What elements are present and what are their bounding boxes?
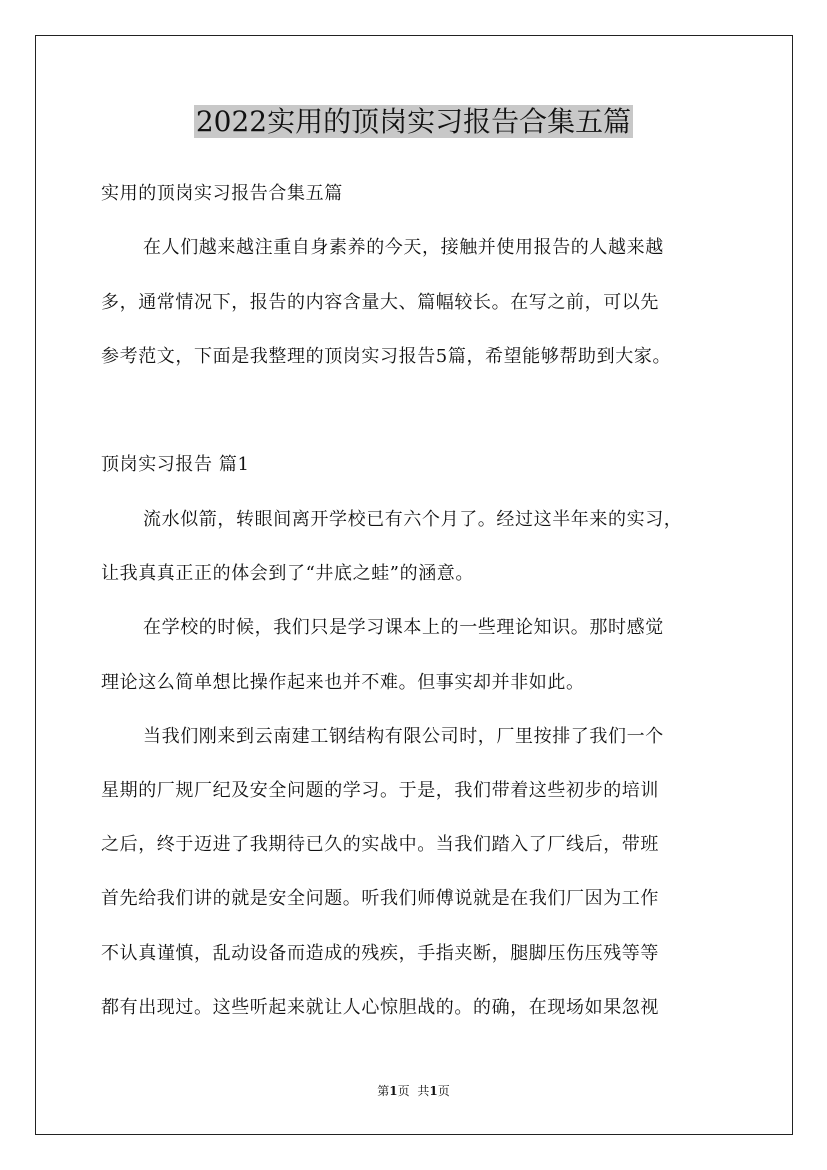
page-footer xyxy=(0,1083,827,1099)
total-pages: 1 xyxy=(429,1084,438,1098)
body-line-9: 不认真谨慎，乱动设备而造成的残疾，手指夹断，腿脚压伤压残等等 xyxy=(101,943,659,964)
body-line-2: 让我真真正正的体会到了“井底之蛙”的涵意。 xyxy=(101,563,475,584)
total-label-suffix: 页 xyxy=(437,1084,450,1098)
document-subtitle: 实用的顶岗实习报告合集五篇 xyxy=(101,183,343,204)
intro-line-3: 参考范文，下面是我整理的顶岗实习报告5篇，希望能够帮助到大家。 xyxy=(101,346,672,367)
body-line-6: 星期的厂规厂纪及安全问题的学习。于是，我们带着这些初步的培训 xyxy=(101,780,659,801)
total-label-prefix: 共 xyxy=(417,1084,430,1098)
document-title-text: 2022实用的顶岗实习报告合集五篇 xyxy=(195,105,632,138)
page-number: 1 xyxy=(389,1084,398,1098)
body-line-5: 当我们刚来到云南建工钢结构有限公司时，厂里按排了我们一个 xyxy=(143,726,664,747)
page-label-suffix: 页 xyxy=(397,1084,410,1098)
section-heading: 顶岗实习报告 篇1 xyxy=(101,454,250,475)
body-line-8: 首先给我们讲的就是安全问题。听我们师傅说就是在我们厂因为工作 xyxy=(101,888,659,909)
intro-line-1: 在人们越来越注重自身素养的今天，接触并使用报告的人越来越 xyxy=(143,237,664,258)
document-title xyxy=(0,102,827,142)
body-line-1: 流水似箭，转眼间离开学校已有六个月了。经过这半年来的实习， xyxy=(143,509,683,530)
body-line-7: 之后，终于迈进了我期待已久的实战中。当我们踏入了厂线后，带班 xyxy=(101,834,659,855)
body-line-3: 在学校的时候，我们只是学习课本上的一些理论知识。那时感觉 xyxy=(143,617,664,638)
intro-line-2: 多，通常情况下，报告的内容含量大、篇幅较长。在写之前，可以先 xyxy=(101,292,659,313)
page-label-prefix: 第 xyxy=(377,1084,390,1098)
body-line-10: 都有出现过。这些听起来就让人心惊胆战的。的确，在现场如果忽视 xyxy=(101,997,659,1018)
body-line-4: 理论这么简单想比操作起来也并不难。但事实却并非如此。 xyxy=(101,672,585,693)
